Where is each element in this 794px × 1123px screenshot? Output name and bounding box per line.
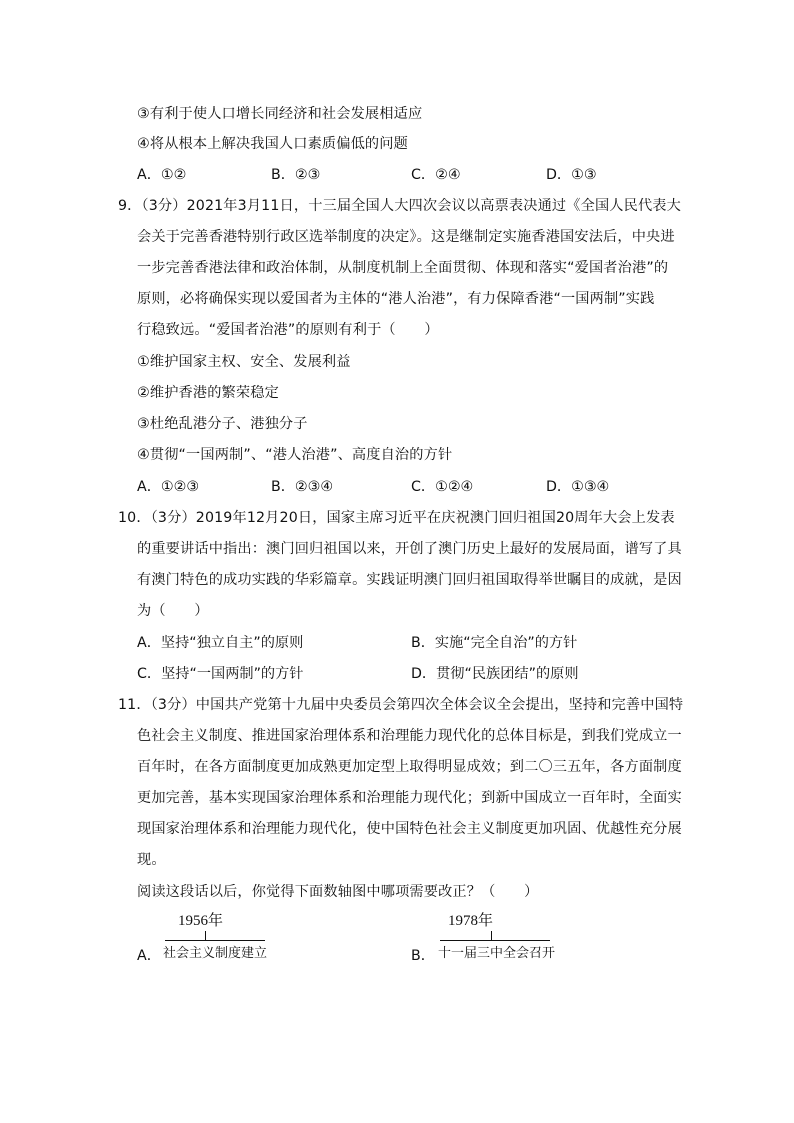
q10-stem-line-1: 10．（3分）2019年12月20日，国家主席习近平在庆祝澳门回归祖国20周年大会上发表 bbox=[118, 510, 675, 526]
q9-option-d: D．①③④ bbox=[546, 479, 610, 495]
timeline-a-tick bbox=[205, 931, 206, 940]
timeline-a-label: 社会主义制度建立 bbox=[163, 946, 268, 961]
timeline-b-axis bbox=[440, 940, 550, 941]
q8-option-a: A．①② bbox=[137, 167, 187, 183]
q11-stem-line-5: 现国家治理体系和治理能力现代化，使中国特色社会主义制度更加巩固、优越性充分展 bbox=[137, 821, 682, 837]
q8-option-c: C．②④ bbox=[411, 167, 461, 183]
timeline-b-letter: B． bbox=[411, 948, 435, 964]
q10-option-c: C．坚持“一国两制”的方针 bbox=[137, 666, 304, 682]
q9-item-3: ③杜绝乱港分子、港独分子 bbox=[137, 416, 308, 432]
q10-option-a: A．坚持“独立自主”的原则 bbox=[137, 635, 304, 651]
q10-option-d: D．贯彻“民族团结”的原则 bbox=[411, 666, 579, 682]
q9-stem-line-3: 一步完善香港法律和政治体制，从制度机制上全面贯彻、体现和落实“爱国者治港”的 bbox=[137, 260, 669, 276]
q9-stem-line-2: 会关于完善香港特别行政区选举制度的决定》。这是继制定实施香港国安法后，中央进 bbox=[137, 229, 675, 245]
q9-item-4: ④贯彻“一国两制”、“港人治港”、高度自治的方针 bbox=[137, 447, 453, 463]
timeline-b-label: 十一届三中全会召开 bbox=[438, 946, 556, 961]
timeline-a-letter: A． bbox=[137, 948, 161, 964]
q8-option-d: D．①③ bbox=[546, 167, 597, 183]
q8-option-b: B．②③ bbox=[271, 167, 321, 183]
q10-stem-line-2: 的重要讲话中指出：澳门回归祖国以来，开创了澳门历史上最好的发展局面，谱写了具 bbox=[137, 541, 682, 557]
timeline-a-year: 1956年 bbox=[178, 913, 224, 929]
q8-item-4: ④将从根本上解决我国人口素质偏低的问题 bbox=[137, 136, 408, 152]
q9-stem-line-5: 行稳致远。“爱国者治港”的原则有利于（ ） bbox=[137, 322, 439, 338]
q9-item-1: ①维护国家主权、安全、发展利益 bbox=[137, 354, 351, 370]
q11-stem-line-1: 11．（3分）中国共产党第十九届中央委员会第四次全体会议全会提出，坚持和完善中国特 bbox=[118, 697, 684, 713]
timeline-b-year: 1978年 bbox=[448, 913, 494, 929]
timeline-a-axis bbox=[165, 940, 265, 941]
q11-stem-line-3: 百年时，在各方面制度更加成熟更加定型上取得明显成效；到二〇三五年，各方面制度 bbox=[137, 759, 682, 775]
q9-item-2: ②维护香港的繁荣稳定 bbox=[137, 385, 279, 401]
q11-stem-line-2: 色社会主义制度、推进国家治理体系和治理能力现代化的总体目标是，到我们党成立一 bbox=[137, 728, 682, 744]
q9-stem-line-1: 9．（3分）2021年3月11日，十三届全国人大四次会议以高票表决通过《全国人民代表大 bbox=[118, 198, 681, 214]
q9-option-a: A．①②③ bbox=[137, 479, 200, 495]
q9-option-c: C．①②④ bbox=[411, 479, 474, 495]
q9-option-b: B．②③④ bbox=[271, 479, 334, 495]
q8-item-3: ③有利于使人口增长同经济和社会发展相适应 bbox=[137, 106, 423, 122]
q10-stem-line-3: 有澳门特色的成功实践的华彩篇章。实践证明澳门回归祖国取得举世瞩目的成就，是因 bbox=[137, 572, 682, 588]
q10-option-b: B．实施“完全自治”的方针 bbox=[411, 635, 578, 651]
q11-stem-line-4: 更加完善，基本实现国家治理体系和治理能力现代化；到新中国成立一百年时，全面实 bbox=[137, 790, 682, 806]
q11-stem-line-6: 现。 bbox=[137, 852, 166, 868]
timeline-b-tick bbox=[491, 931, 492, 940]
q9-stem-line-4: 原则，必将确保实现以爱国者为主体的“港人治港”，有力保障香港“一国两制”实践 bbox=[137, 291, 655, 307]
q10-stem-line-4: 为（ ） bbox=[137, 603, 209, 619]
q11-prompt: 阅读这段话以后，你觉得下面数轴图中哪项需要改正？（ ） bbox=[137, 884, 539, 900]
